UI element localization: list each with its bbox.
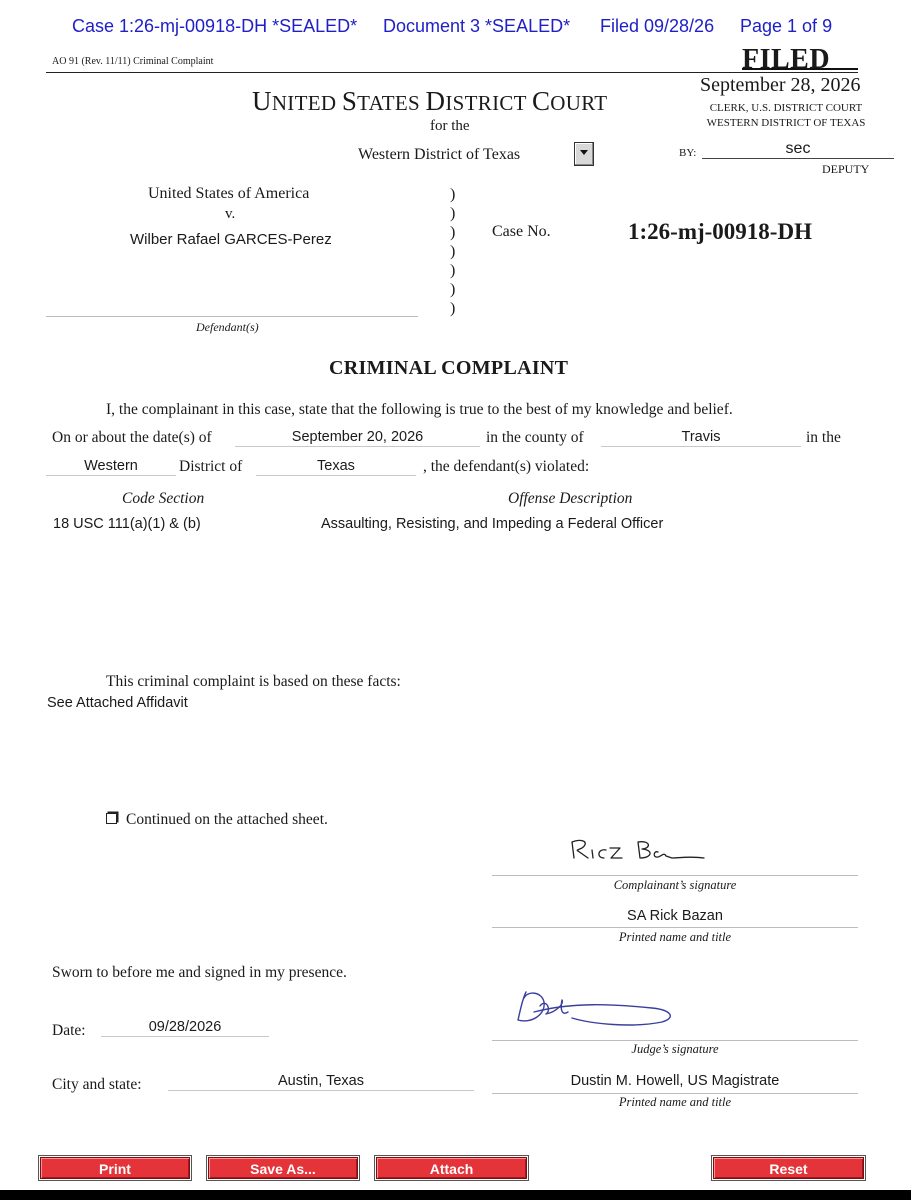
- judge-signature-caption: Judge’s signature: [631, 1042, 719, 1056]
- by-line: [702, 158, 894, 159]
- header-rule: [46, 72, 858, 73]
- clerk-line-1: CLERK, U.S. DISTRICT COURT: [709, 102, 863, 114]
- district-dropdown-button[interactable]: [574, 142, 594, 166]
- save-as-button[interactable]: Save As...: [208, 1157, 358, 1179]
- defendant-label: Defendant(s): [196, 320, 259, 334]
- by-label: BY:: [679, 147, 697, 159]
- continued-checkbox[interactable]: [106, 813, 117, 824]
- court-title-U: U: [252, 86, 272, 116]
- caption-paren: ): [450, 224, 456, 241]
- judge-signature-line: [492, 1040, 858, 1041]
- caption-paren: ): [450, 205, 456, 222]
- filed-stamp-date: September 28, 2026: [700, 74, 861, 96]
- district-of-label: District of: [179, 458, 243, 475]
- stamp-document: Document 3 *SEALED*: [383, 16, 571, 36]
- stamp-case: Case 1:26-mj-00918-DH *SEALED*: [72, 16, 358, 36]
- facts-field[interactable]: See Attached Affidavit: [47, 695, 188, 711]
- court-title-D: D: [425, 86, 446, 116]
- stamp-filed: Filed 09/28/26: [600, 16, 715, 36]
- attach-button[interactable]: Attach: [376, 1157, 527, 1179]
- deputy-initials: sec: [785, 140, 811, 157]
- sworn-statement: Sworn to before me and signed in my presence.: [52, 964, 347, 981]
- filed-underline: [742, 68, 858, 70]
- judge-printed-caption: Printed name and title: [618, 1095, 732, 1109]
- district-select-value: Western District of Texas: [358, 146, 521, 163]
- offense-description-header: Offense Description: [508, 490, 633, 507]
- bottom-edge-bar: [0, 1190, 911, 1200]
- form-identifier: AO 91 (Rev. 11/11) Criminal Complaint: [52, 56, 214, 67]
- caption-paren: ): [450, 243, 456, 260]
- court-title-istrict: ISTRICT: [445, 91, 532, 115]
- continued-checkbox-row[interactable]: [106, 811, 328, 829]
- code-section-field[interactable]: 18 USC 111(a)(1) & (b): [53, 516, 201, 532]
- court-title: [252, 86, 607, 117]
- court-title-ourt: OURT: [550, 91, 608, 115]
- chevron-down-icon: [580, 150, 588, 156]
- county-prefix-label: in the county of: [486, 429, 584, 446]
- complaint-intro: I, the complainant in this case, state that the following is true to the best of my knowledge and belief.: [106, 401, 733, 418]
- date-label: Date:: [52, 1022, 86, 1039]
- date-prefix-label: On or about the date(s) of: [52, 429, 212, 446]
- stamp-page: Page 1 of 9: [740, 16, 833, 36]
- code-section-header: Code Section: [122, 490, 205, 507]
- case-number-label: Case No.: [492, 223, 551, 240]
- violated-label: , the defendant(s) violated:: [423, 458, 590, 475]
- filed-stamp-label: FILED: [742, 44, 831, 75]
- clerk-line-2: WESTERN DISTRICT OF TEXAS: [706, 117, 866, 129]
- print-button[interactable]: Print: [40, 1157, 190, 1179]
- city-state-field[interactable]: Austin, Texas: [168, 1072, 474, 1091]
- caption-paren: ): [450, 300, 456, 317]
- judge-signature-image: [512, 984, 678, 1034]
- court-title-C: C: [531, 86, 551, 116]
- state-field[interactable]: Texas: [256, 457, 416, 476]
- defendant-name-field[interactable]: Wilber Rafael GARCES-Perez: [130, 231, 332, 248]
- sworn-date-field[interactable]: 09/28/2026: [101, 1018, 269, 1037]
- offense-date-field[interactable]: September 20, 2026: [235, 428, 480, 447]
- caption-paren: ): [450, 281, 456, 298]
- county-field[interactable]: Travis: [601, 428, 801, 447]
- district-field[interactable]: Western: [46, 457, 176, 476]
- caption-paren: ): [450, 186, 456, 203]
- offense-description-field[interactable]: Assaulting, Resisting, and Impeding a Federal Officer: [321, 516, 664, 532]
- complaint-title: CRIMINAL COMPLAINT: [329, 357, 569, 379]
- court-title-S: S: [341, 86, 358, 116]
- facts-label: This criminal complaint is based on these facts:: [106, 673, 401, 690]
- case-number-field[interactable]: 1:26-mj-00918-DH: [628, 219, 812, 244]
- judge-name-field[interactable]: Dustin M. Howell, US Magistrate: [570, 1073, 780, 1089]
- versus-label: v.: [225, 206, 236, 222]
- reset-button[interactable]: Reset: [713, 1157, 864, 1179]
- caption-paren: ): [450, 262, 456, 279]
- court-title-nited: NITED: [271, 91, 342, 115]
- plaintiff-name: United States of America: [148, 185, 310, 202]
- complainant-name-field[interactable]: SA Rick Bazan: [627, 908, 723, 924]
- complainant-signature-image: [566, 836, 708, 868]
- deputy-label: DEPUTY: [822, 162, 870, 176]
- defendant-line: [46, 316, 418, 317]
- city-state-label: City and state:: [52, 1076, 142, 1093]
- court-title-tates: TATES: [357, 91, 426, 115]
- county-suffix-label: in the: [806, 429, 841, 446]
- complainant-printed-caption: Printed name and title: [618, 930, 732, 944]
- complainant-signature-caption: Complainant’s signature: [613, 878, 737, 892]
- complainant-name-line: [492, 927, 858, 928]
- for-the-label: for the: [430, 118, 470, 134]
- judge-name-line: [492, 1093, 858, 1094]
- complainant-signature-line: [492, 875, 858, 876]
- continued-label: Continued on the attached sheet.: [126, 811, 328, 828]
